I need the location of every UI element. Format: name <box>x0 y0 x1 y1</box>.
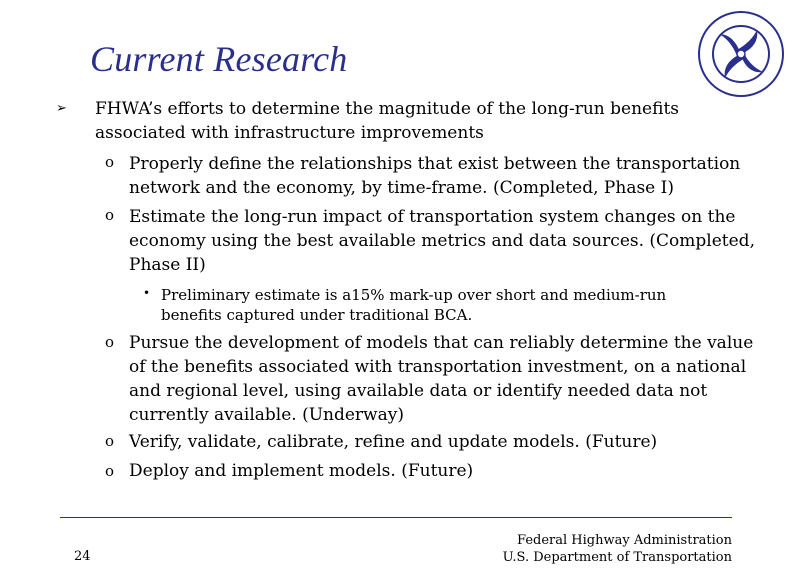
bullet-level2-item: Properly define the relationships that exist between the transportation network and the economy, by time-frame. (Completed, Phase I) <box>129 154 741 198</box>
bullet-level2-item: Estimate the long-run impact of transportation system changes on the economy using the best available metrics and data sources. (Completed, Phase II) <box>129 207 755 275</box>
bullet-circle-icon: o <box>105 153 115 171</box>
bullet-level2-item: Verify, validate, calibrate, refine and update models. (Future) <box>129 432 658 452</box>
page-number: 24 <box>74 549 91 564</box>
bullet-circle-icon: o <box>105 206 115 224</box>
footer-org-line2: U.S. Department of Transportation <box>502 550 732 565</box>
bullet-level1-text: FHWA’s efforts to determine the magnitude of the long-run benefits associated with infrastructure improvements <box>95 99 680 143</box>
bullet-level3-text: Preliminary estimate is a15% mark-up over short and medium-run benefits captured under traditional BCA. <box>161 286 667 324</box>
bullet-circle-icon: o <box>105 432 115 450</box>
bullet-circle-icon: o <box>105 333 115 351</box>
bullet-circle-icon: o <box>105 462 115 480</box>
footer-organization <box>503 532 732 566</box>
bullet-dot-icon: • <box>143 286 151 300</box>
footer-org-line1: Federal Highway Administration <box>517 533 732 548</box>
bullet-arrow-icon: ➢ <box>56 101 67 116</box>
bullet-level2-item: Deploy and implement models. (Future) <box>129 461 474 481</box>
footer-divider <box>60 517 732 518</box>
usdot-seal-logo <box>697 10 785 98</box>
bullet-level2-item: Pursue the development of models that can reliably determine the value of the benefits associated with transportation investment, on a national and regional level, using available data or identify needed data not currently available. (Underway) <box>129 333 754 425</box>
slide-title: Current Research <box>90 39 348 79</box>
